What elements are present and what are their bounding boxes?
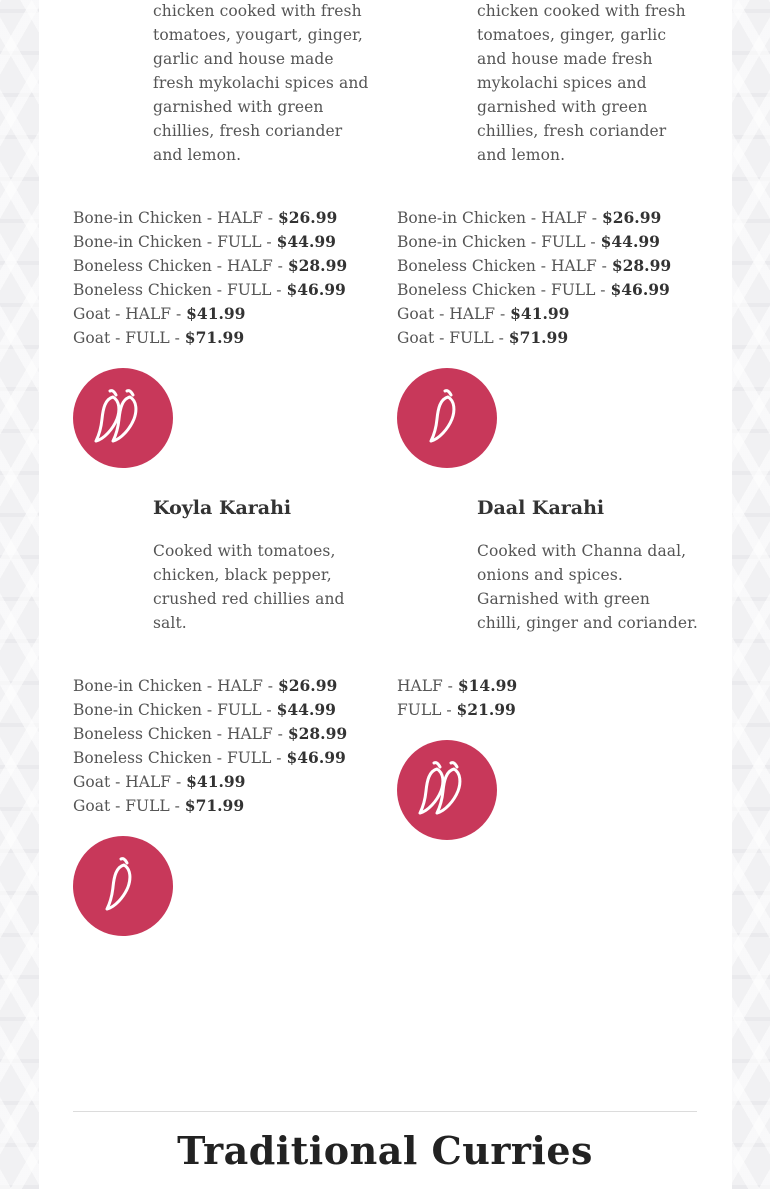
price-row [73,794,347,818]
price-label: Boneless Chicken - FULL - [73,281,287,299]
item-description: Cooked with Channa daal, onions and spices. Garnished with green chilli, ginger and coriander. [477,542,698,632]
price-row [73,770,347,794]
price-amount: $46.99 [610,280,670,299]
price-list [73,674,347,818]
price-row [73,206,347,230]
price-label: Boneless Chicken - HALF - [73,257,288,275]
item-title: Daal Karahi [477,497,605,519]
price-label: Boneless Chicken - HALF - [73,725,288,743]
price-amount: $41.99 [186,304,246,323]
price-row [397,278,671,302]
price-row [73,746,347,770]
price-amount: $44.99 [276,700,336,719]
price-row [73,326,347,350]
price-amount: $71.99 [508,328,569,347]
price-amount: $44.99 [276,232,336,251]
price-row [73,674,347,698]
price-amount: $21.99 [456,700,516,719]
price-label: HALF - [397,677,458,695]
single-chili-icon [73,836,173,936]
price-label: Boneless Chicken - FULL - [73,749,287,767]
item-description: chicken cooked with fresh tomatoes, ginger, garlic and house made fresh mykolachi spices and garnished with green chillies, fresh coriander and lemon. [477,2,686,164]
price-label: Goat - FULL - [73,329,185,347]
price-amount: $44.99 [600,232,660,251]
price-label: Bone-in Chicken - FULL - [73,701,277,719]
price-row [73,254,347,278]
price-label: FULL - [397,701,457,719]
price-amount: $46.99 [286,280,346,299]
price-row [397,302,671,326]
section-divider [73,1111,697,1112]
price-list [397,206,671,350]
item-description: Cooked with tomatoes, chicken, black pepper, crushed red chillies and salt. [153,542,345,632]
price-row [397,206,671,230]
price-label: Boneless Chicken - FULL - [397,281,611,299]
price-amount: $26.99 [277,208,338,227]
price-amount: $41.99 [510,304,570,323]
price-label: Goat - HALF - [73,773,187,791]
price-label: Goat - FULL - [73,797,185,815]
double-chili-icon [73,368,173,468]
item-description: chicken cooked with fresh tomatoes, yougart, ginger, garlic and house made fresh mykolachi spices and garnished with green chillies, fresh coriander and lemon. [153,2,369,164]
price-amount: $14.99 [457,676,518,695]
price-label: Bone-in Chicken - HALF - [73,209,278,227]
price-amount: $46.99 [286,748,346,767]
price-row [397,698,517,722]
single-chili-icon [397,368,497,468]
price-amount: $28.99 [287,256,348,275]
price-row [397,326,671,350]
item-title: Koyla Karahi [153,497,292,519]
price-amount: $26.99 [601,208,662,227]
price-label: Bone-in Chicken - HALF - [73,677,278,695]
price-row [73,302,347,326]
price-row [73,698,347,722]
price-row [73,278,347,302]
price-amount: $71.99 [184,796,245,815]
double-chili-icon [397,740,497,840]
price-row [397,254,671,278]
price-label: Bone-in Chicken - FULL - [73,233,277,251]
price-list [73,206,347,350]
price-row [73,230,347,254]
price-row [397,230,671,254]
price-label: Goat - FULL - [397,329,509,347]
price-amount: $26.99 [277,676,338,695]
price-list [397,674,517,722]
section-heading: Traditional Curries [177,1128,593,1173]
price-label: Bone-in Chicken - FULL - [397,233,601,251]
price-amount: $41.99 [186,772,246,791]
price-row [73,722,347,746]
price-label: Goat - HALF - [73,305,187,323]
price-label: Bone-in Chicken - HALF - [397,209,602,227]
price-amount: $28.99 [611,256,672,275]
price-label: Boneless Chicken - HALF - [397,257,612,275]
price-row [397,674,517,698]
price-amount: $71.99 [184,328,245,347]
price-label: Goat - HALF - [397,305,511,323]
price-amount: $28.99 [287,724,348,743]
